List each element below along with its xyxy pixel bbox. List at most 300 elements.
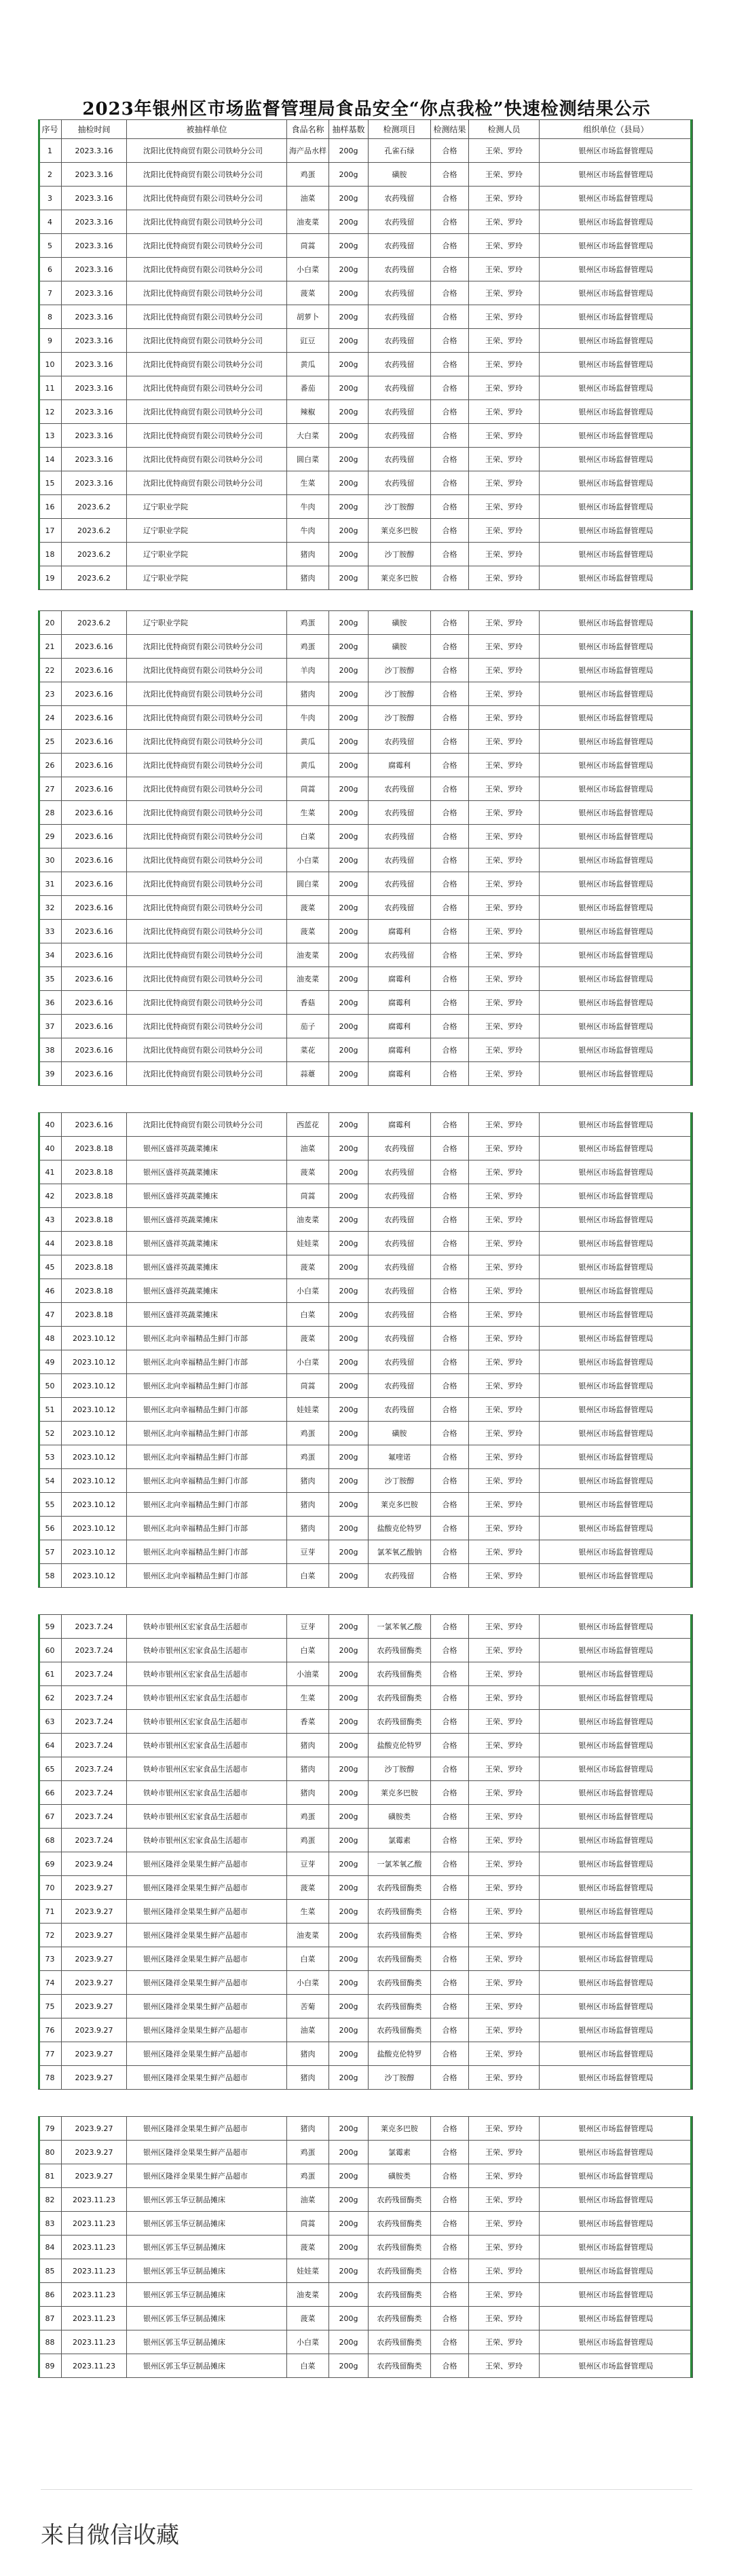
cell-seq: 44 <box>39 1232 62 1255</box>
cell-seq: 8 <box>39 305 62 329</box>
cell-food: 番茄 <box>287 376 329 400</box>
cell-food: 菠菜 <box>287 1255 329 1279</box>
cell-result: 合格 <box>431 920 469 943</box>
cell-staff: 王荣、罗玲 <box>469 234 540 258</box>
cell-item: 磺胺 <box>369 611 431 635</box>
table-row <box>39 1445 693 1469</box>
cell-result: 合格 <box>431 2117 469 2141</box>
cell-seq: 36 <box>39 991 62 1015</box>
cell-org: 银州区市场监督管理局 <box>540 801 693 825</box>
cell-base: 200g <box>329 566 369 590</box>
cell-unit: 铁岭市银州区宏家食品生活超市 <box>127 1757 287 1781</box>
cell-food: 大白菜 <box>287 424 329 448</box>
cell-item: 农药残留 <box>369 1232 431 1255</box>
cell-result: 合格 <box>431 967 469 991</box>
cell-base: 200g <box>329 1829 369 1852</box>
header-staff: 检测人员 <box>469 120 540 139</box>
cell-seq: 46 <box>39 1279 62 1303</box>
cell-food: 油麦菜 <box>287 210 329 234</box>
cell-staff: 王荣、罗玲 <box>469 920 540 943</box>
table-row <box>39 730 693 754</box>
table-row <box>39 1924 693 1947</box>
cell-food: 胡萝卜 <box>287 305 329 329</box>
cell-time: 2023.8.18 <box>62 1137 127 1160</box>
cell-food: 鸡蛋 <box>287 635 329 659</box>
cell-seq: 18 <box>39 543 62 566</box>
table-row <box>39 471 693 495</box>
cell-result: 合格 <box>431 2042 469 2066</box>
cell-result: 合格 <box>431 2188 469 2212</box>
cell-seq: 21 <box>39 635 62 659</box>
sheet-edge-left <box>38 119 40 589</box>
cell-org: 银州区市场监督管理局 <box>540 1279 693 1303</box>
cell-unit: 铁岭市银州区宏家食品生活超市 <box>127 1781 287 1805</box>
cell-staff: 王荣、罗玲 <box>469 1327 540 1350</box>
cell-item: 农药残留酶类 <box>369 1924 431 1947</box>
cell-time: 2023.6.16 <box>62 848 127 872</box>
cell-time: 2023.8.18 <box>62 1232 127 1255</box>
table-row <box>39 611 693 635</box>
cell-org: 银州区市场监督管理局 <box>540 2066 693 2090</box>
cell-unit: 银州区隆祥金果果生鲜产品超市 <box>127 1876 287 1900</box>
cell-result: 合格 <box>431 1540 469 1564</box>
cell-item: 农药残留 <box>369 448 431 471</box>
cell-result: 合格 <box>431 234 469 258</box>
cell-result: 合格 <box>431 2283 469 2307</box>
cell-seq: 76 <box>39 2018 62 2042</box>
cell-staff: 王荣、罗玲 <box>469 1493 540 1517</box>
cell-base: 200g <box>329 872 369 896</box>
cell-unit: 沈阳比优特商贸有限公司铁岭分公司 <box>127 234 287 258</box>
cell-base: 200g <box>329 1686 369 1710</box>
cell-food: 白菜 <box>287 825 329 848</box>
cell-seq: 13 <box>39 424 62 448</box>
cell-result: 合格 <box>431 2307 469 2330</box>
cell-unit: 银州区郭玉华豆制品摊床 <box>127 2236 287 2259</box>
table-row <box>39 1900 693 1924</box>
cell-result: 合格 <box>431 448 469 471</box>
header-org: 组织单位（县局） <box>540 120 693 139</box>
cell-staff: 王荣、罗玲 <box>469 281 540 305</box>
cell-staff: 王荣、罗玲 <box>469 1469 540 1493</box>
cell-seq: 65 <box>39 1757 62 1781</box>
cell-time: 2023.7.24 <box>62 1615 127 1639</box>
cell-org: 银州区市场监督管理局 <box>540 1184 693 1208</box>
cell-time: 2023.10.12 <box>62 1350 127 1374</box>
cell-food: 黄瓜 <box>287 353 329 376</box>
table-row <box>39 1255 693 1279</box>
cell-staff: 王荣、罗玲 <box>469 1232 540 1255</box>
cell-org: 银州区市场监督管理局 <box>540 2236 693 2259</box>
cell-item: 农药残留 <box>369 872 431 896</box>
cell-org: 银州区市场监督管理局 <box>540 187 693 210</box>
cell-staff: 王荣、罗玲 <box>469 258 540 281</box>
cell-time: 2023.10.12 <box>62 1374 127 1398</box>
cell-staff: 王荣、罗玲 <box>469 2066 540 2090</box>
cell-item: 农药残留酶类 <box>369 1876 431 1900</box>
cell-seq: 86 <box>39 2283 62 2307</box>
cell-staff: 王荣、罗玲 <box>469 1947 540 1971</box>
cell-food: 猪肉 <box>287 1493 329 1517</box>
cell-org: 银州区市场监督管理局 <box>540 519 693 543</box>
cell-time: 2023.11.23 <box>62 2259 127 2283</box>
cell-item: 农药残留 <box>369 1350 431 1374</box>
cell-base: 200g <box>329 1971 369 1995</box>
table-row <box>39 1350 693 1374</box>
cell-result: 合格 <box>431 376 469 400</box>
cell-org: 银州区市场监督管理局 <box>540 139 693 163</box>
cell-org: 银州区市场监督管理局 <box>540 2259 693 2283</box>
cell-time: 2023.6.16 <box>62 730 127 754</box>
cell-staff: 王荣、罗玲 <box>469 1564 540 1588</box>
cell-unit: 银州区盛祥英蔬菜摊床 <box>127 1208 287 1232</box>
cell-item: 氟喹诺 <box>369 1445 431 1469</box>
cell-seq: 40 <box>39 1137 62 1160</box>
cell-seq: 2 <box>39 163 62 187</box>
cell-staff: 王荣、罗玲 <box>469 2164 540 2188</box>
cell-staff: 王荣、罗玲 <box>469 1900 540 1924</box>
cell-seq: 15 <box>39 471 62 495</box>
cell-base: 200g <box>329 519 369 543</box>
cell-time: 2023.6.16 <box>62 754 127 777</box>
cell-base: 200g <box>329 967 369 991</box>
cell-result: 合格 <box>431 471 469 495</box>
cell-org: 银州区市场监督管理局 <box>540 1829 693 1852</box>
cell-base: 200g <box>329 1615 369 1639</box>
cell-item: 农药残留 <box>369 329 431 353</box>
cell-food: 白菜 <box>287 1303 329 1327</box>
table-row <box>39 1184 693 1208</box>
cell-time: 2023.6.2 <box>62 495 127 519</box>
cell-staff: 王荣、罗玲 <box>469 1662 540 1686</box>
table-row <box>39 1015 693 1038</box>
cell-result: 合格 <box>431 991 469 1015</box>
cell-staff: 王荣、罗玲 <box>469 400 540 424</box>
cell-seq: 7 <box>39 281 62 305</box>
cell-item: 农药残留酶类 <box>369 2212 431 2236</box>
cell-unit: 银州区盛祥英蔬菜摊床 <box>127 1255 287 1279</box>
cell-seq: 89 <box>39 2354 62 2378</box>
cell-unit: 沈阳比优特商贸有限公司铁岭分公司 <box>127 825 287 848</box>
cell-time: 2023.10.12 <box>62 1540 127 1564</box>
cell-result: 合格 <box>431 2236 469 2259</box>
cell-food: 豆芽 <box>287 1852 329 1876</box>
cell-seq: 9 <box>39 329 62 353</box>
cell-item: 农药残留 <box>369 258 431 281</box>
cell-base: 200g <box>329 777 369 801</box>
cell-food: 白菜 <box>287 1564 329 1588</box>
cell-org: 银州区市场监督管理局 <box>540 210 693 234</box>
cell-time: 2023.3.16 <box>62 139 127 163</box>
cell-seq: 81 <box>39 2164 62 2188</box>
cell-org: 银州区市场监督管理局 <box>540 2307 693 2330</box>
cell-result: 合格 <box>431 2259 469 2283</box>
cell-seq: 27 <box>39 777 62 801</box>
cell-result: 合格 <box>431 706 469 730</box>
cell-unit: 银州区郭玉华豆制品摊床 <box>127 2212 287 2236</box>
cell-org: 银州区市场监督管理局 <box>540 305 693 329</box>
cell-time: 2023.9.24 <box>62 1852 127 1876</box>
cell-staff: 王荣、罗玲 <box>469 1852 540 1876</box>
cell-item: 农药残留 <box>369 187 431 210</box>
cell-unit: 沈阳比优特商贸有限公司铁岭分公司 <box>127 1015 287 1038</box>
table-row <box>39 163 693 187</box>
cell-unit: 沈阳比优特商贸有限公司铁岭分公司 <box>127 139 287 163</box>
cell-unit: 沈阳比优特商贸有限公司铁岭分公司 <box>127 329 287 353</box>
cell-base: 200g <box>329 943 369 967</box>
cell-seq: 56 <box>39 1517 62 1540</box>
cell-food: 猪肉 <box>287 1734 329 1757</box>
cell-staff: 王荣、罗玲 <box>469 1876 540 1900</box>
cell-unit: 银州区北向幸福精品生鲜门市部 <box>127 1374 287 1398</box>
cell-item: 农药残留 <box>369 234 431 258</box>
cell-seq: 59 <box>39 1615 62 1639</box>
cell-food: 黄瓜 <box>287 730 329 754</box>
cell-item: 农药残留 <box>369 353 431 376</box>
table-row <box>39 1971 693 1995</box>
cell-base: 200g <box>329 1184 369 1208</box>
cell-time: 2023.3.16 <box>62 210 127 234</box>
cell-unit: 铁岭市银州区宏家食品生活超市 <box>127 1686 287 1710</box>
cell-item: 农药残留 <box>369 376 431 400</box>
cell-food: 菠菜 <box>287 1327 329 1350</box>
cell-time: 2023.11.23 <box>62 2354 127 2378</box>
cell-base: 200g <box>329 1734 369 1757</box>
cell-seq: 67 <box>39 1805 62 1829</box>
cell-base: 200g <box>329 1900 369 1924</box>
cell-result: 合格 <box>431 1995 469 2018</box>
cell-result: 合格 <box>431 1160 469 1184</box>
cell-base: 200g <box>329 281 369 305</box>
cell-staff: 王荣、罗玲 <box>469 1137 540 1160</box>
cell-food: 苦菊 <box>287 1995 329 2018</box>
cell-time: 2023.7.24 <box>62 1710 127 1734</box>
table-row <box>39 2066 693 2090</box>
cell-seq: 63 <box>39 1710 62 1734</box>
table-row <box>39 329 693 353</box>
cell-org: 银州区市场监督管理局 <box>540 754 693 777</box>
cell-time: 2023.6.16 <box>62 896 127 920</box>
cell-unit: 沈阳比优特商贸有限公司铁岭分公司 <box>127 920 287 943</box>
cell-staff: 王荣、罗玲 <box>469 187 540 210</box>
table-row <box>39 1805 693 1829</box>
cell-unit: 沈阳比优特商贸有限公司铁岭分公司 <box>127 943 287 967</box>
cell-base: 200g <box>329 2042 369 2066</box>
cell-food: 小白菜 <box>287 1279 329 1303</box>
table-row <box>39 682 693 706</box>
cell-item: 农药残留 <box>369 1255 431 1279</box>
table-header-row <box>39 120 693 139</box>
cell-seq: 24 <box>39 706 62 730</box>
cell-base: 200g <box>329 424 369 448</box>
cell-item: 沙丁胺醇 <box>369 1757 431 1781</box>
cell-result: 合格 <box>431 659 469 682</box>
table-row <box>39 2018 693 2042</box>
cell-base: 200g <box>329 258 369 281</box>
cell-base: 200g <box>329 1208 369 1232</box>
cell-seq: 62 <box>39 1686 62 1710</box>
cell-base: 200g <box>329 1493 369 1517</box>
table-row <box>39 1469 693 1493</box>
cell-unit: 铁岭市银州区宏家食品生活超市 <box>127 1829 287 1852</box>
cell-seq: 53 <box>39 1445 62 1469</box>
cell-unit: 银州区盛祥英蔬菜摊床 <box>127 1184 287 1208</box>
cell-staff: 王荣、罗玲 <box>469 543 540 566</box>
cell-staff: 王荣、罗玲 <box>469 1710 540 1734</box>
cell-base: 200g <box>329 1710 369 1734</box>
cell-staff: 王荣、罗玲 <box>469 566 540 590</box>
cell-food: 油麦菜 <box>287 967 329 991</box>
cell-base: 200g <box>329 163 369 187</box>
result-sheet-5 <box>38 2116 692 2378</box>
cell-result: 合格 <box>431 400 469 424</box>
cell-item: 氯苯氧乙酸钠 <box>369 1540 431 1564</box>
cell-staff: 王荣、罗玲 <box>469 1805 540 1829</box>
cell-base: 200g <box>329 1852 369 1876</box>
cell-staff: 王荣、罗玲 <box>469 1422 540 1445</box>
cell-item: 农药残留 <box>369 1564 431 1588</box>
cell-time: 2023.9.27 <box>62 1876 127 1900</box>
cell-staff: 王荣、罗玲 <box>469 825 540 848</box>
cell-seq: 22 <box>39 659 62 682</box>
cell-base: 200g <box>329 1113 369 1137</box>
result-table <box>38 610 693 1086</box>
cell-org: 银州区市场监督管理局 <box>540 920 693 943</box>
cell-time: 2023.3.16 <box>62 281 127 305</box>
cell-seq: 26 <box>39 754 62 777</box>
cell-org: 银州区市场监督管理局 <box>540 2283 693 2307</box>
cell-seq: 30 <box>39 848 62 872</box>
cell-unit: 银州区北向幸福精品生鲜门市部 <box>127 1564 287 1588</box>
cell-staff: 王荣、罗玲 <box>469 1639 540 1662</box>
cell-item: 农药残留酶类 <box>369 1971 431 1995</box>
table-row <box>39 305 693 329</box>
cell-food: 圆白菜 <box>287 448 329 471</box>
sheet-edge-left <box>38 610 40 1085</box>
cell-food: 油麦菜 <box>287 1208 329 1232</box>
cell-item: 磺胺 <box>369 1422 431 1445</box>
cell-time: 2023.6.16 <box>62 1015 127 1038</box>
cell-time: 2023.9.27 <box>62 2164 127 2188</box>
cell-unit: 银州区隆祥金果果生鲜产品超市 <box>127 2117 287 2141</box>
table-row <box>39 1757 693 1781</box>
cell-seq: 31 <box>39 872 62 896</box>
cell-base: 200g <box>329 353 369 376</box>
cell-unit: 银州区郭玉华豆制品摊床 <box>127 2188 287 2212</box>
cell-unit: 沈阳比优特商贸有限公司铁岭分公司 <box>127 305 287 329</box>
cell-base: 200g <box>329 2307 369 2330</box>
cell-staff: 王荣、罗玲 <box>469 471 540 495</box>
cell-staff: 王荣、罗玲 <box>469 424 540 448</box>
cell-org: 银州区市场监督管理局 <box>540 1137 693 1160</box>
cell-item: 农药残留酶类 <box>369 2018 431 2042</box>
cell-food: 鸡蛋 <box>287 2164 329 2188</box>
cell-item: 磺胺 <box>369 163 431 187</box>
table-row <box>39 2188 693 2212</box>
cell-item: 农药残留 <box>369 1327 431 1350</box>
cell-result: 合格 <box>431 896 469 920</box>
table-row <box>39 848 693 872</box>
cell-unit: 沈阳比优特商贸有限公司铁岭分公司 <box>127 991 287 1015</box>
cell-item: 农药残留 <box>369 801 431 825</box>
cell-result: 合格 <box>431 754 469 777</box>
cell-result: 合格 <box>431 1517 469 1540</box>
cell-org: 银州区市场监督管理局 <box>540 495 693 519</box>
cell-seq: 70 <box>39 1876 62 1900</box>
cell-unit: 银州区盛祥英蔬菜摊床 <box>127 1160 287 1184</box>
cell-item: 腐霉利 <box>369 967 431 991</box>
cell-org: 银州区市场监督管理局 <box>540 400 693 424</box>
table-row <box>39 2330 693 2354</box>
cell-unit: 沈阳比优特商贸有限公司铁岭分公司 <box>127 777 287 801</box>
cell-seq: 41 <box>39 1160 62 1184</box>
cell-seq: 4 <box>39 210 62 234</box>
cell-staff: 王荣、罗玲 <box>469 1038 540 1062</box>
cell-seq: 39 <box>39 1062 62 1086</box>
cell-result: 合格 <box>431 519 469 543</box>
table-row <box>39 1876 693 1900</box>
cell-food: 辣椒 <box>287 400 329 424</box>
cell-seq: 3 <box>39 187 62 210</box>
cell-result: 合格 <box>431 801 469 825</box>
cell-org: 银州区市场监督管理局 <box>540 1208 693 1232</box>
cell-base: 200g <box>329 1327 369 1350</box>
cell-staff: 王荣、罗玲 <box>469 2236 540 2259</box>
cell-org: 银州区市场监督管理局 <box>540 896 693 920</box>
cell-org: 银州区市场监督管理局 <box>540 1686 693 1710</box>
cell-result: 合格 <box>431 730 469 754</box>
cell-result: 合格 <box>431 566 469 590</box>
cell-staff: 王荣、罗玲 <box>469 872 540 896</box>
cell-result: 合格 <box>431 1686 469 1710</box>
cell-result: 合格 <box>431 2141 469 2164</box>
header-food: 食品名称 <box>287 120 329 139</box>
cell-seq: 17 <box>39 519 62 543</box>
cell-time: 2023.9.27 <box>62 1947 127 1971</box>
cell-seq: 10 <box>39 353 62 376</box>
cell-staff: 王荣、罗玲 <box>469 1924 540 1947</box>
cell-base: 200g <box>329 1517 369 1540</box>
table-row <box>39 706 693 730</box>
table-row <box>39 1398 693 1422</box>
cell-staff: 王荣、罗玲 <box>469 943 540 967</box>
cell-staff: 王荣、罗玲 <box>469 1615 540 1639</box>
table-row <box>39 2354 693 2378</box>
cell-result: 合格 <box>431 1137 469 1160</box>
cell-staff: 王荣、罗玲 <box>469 1113 540 1137</box>
cell-unit: 银州区北向幸福精品生鲜门市部 <box>127 1422 287 1445</box>
cell-item: 沙丁胺醇 <box>369 1469 431 1493</box>
cell-staff: 王荣、罗玲 <box>469 706 540 730</box>
cell-time: 2023.10.12 <box>62 1493 127 1517</box>
table-row <box>39 1279 693 1303</box>
cell-food: 茄子 <box>287 1015 329 1038</box>
cell-item: 沙丁胺醇 <box>369 706 431 730</box>
cell-staff: 王荣、罗玲 <box>469 1829 540 1852</box>
cell-unit: 沈阳比优特商贸有限公司铁岭分公司 <box>127 163 287 187</box>
cell-item: 氯霉素 <box>369 1829 431 1852</box>
result-sheet-1 <box>38 119 692 590</box>
table-row <box>39 920 693 943</box>
cell-staff: 王荣、罗玲 <box>469 1350 540 1374</box>
cell-time: 2023.7.24 <box>62 1639 127 1662</box>
cell-staff: 王荣、罗玲 <box>469 2330 540 2354</box>
cell-food: 猪肉 <box>287 543 329 566</box>
table-row <box>39 1639 693 1662</box>
table-row <box>39 754 693 777</box>
cell-staff: 王荣、罗玲 <box>469 2307 540 2330</box>
cell-unit: 铁岭市银州区宏家食品生活超市 <box>127 1662 287 1686</box>
